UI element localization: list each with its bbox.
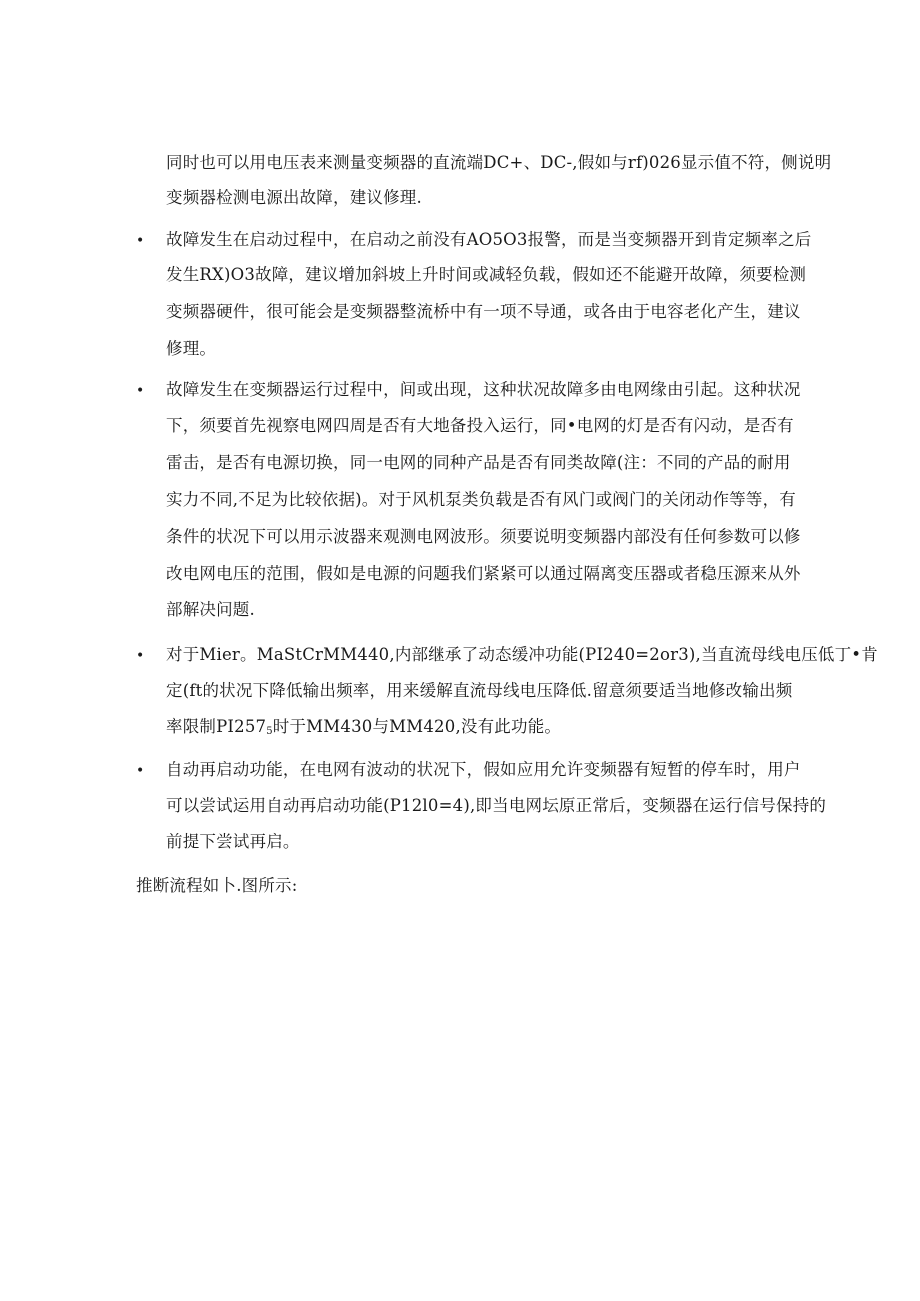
paragraph-3-line-1: 定(ft的状况下降低输出频率，用来缓解直流母线电压降低.留意须要适当地修改输出频 [166, 681, 793, 700]
paragraph-2-line-5: 改电网电压的范围，假如是电源的问题我们紧紧可以通过隔离变压器或者稳压源来从外 [166, 564, 801, 583]
paragraph-3-line-2: 率限制$PI257_5$时于MM430与MM420,没有此功能。 [166, 717, 562, 737]
paragraph-2-line-4: 条件的状况下可以用示波器来观测电网波形。须要说明变频器内部没有任何参数可以修 [166, 527, 801, 546]
paragraph-2-line-1: 下，须要首先视察电网四周是否有大地备投入运行，同•电网的灯是否有闪动，是否有 [166, 416, 794, 435]
paragraph-1-line-0: 故障发生在启动过程中，在启动之前没有AO5O3报警，而是当变频器开到肯定频率之后 [166, 230, 812, 249]
bullet-point-4: • [136, 763, 145, 779]
paragraph-4-line-1: 可以尝试运用自动再启动功能(P12l0=4),即当电网坛原正常后，变频器在运行信号保持的 [166, 796, 827, 815]
paragraph-2-line-3: 实力不同,不足为比较依据)。对于风机泵类负载是否有风门或阀门的关闭动作等等，有 [166, 490, 796, 509]
paragraph-0-line-1: 变频器检测电源出故障，建议修理. [166, 188, 422, 207]
bullet-point-2: • [136, 383, 145, 399]
bullet-point-3: • [136, 648, 145, 664]
paragraph-1-line-2: 变频器硬件，很可能会是变频器整流桥中有一项不导通，或各由于电容老化产生，建议 [166, 302, 801, 321]
paragraph-4-line-2: 前提下尝试再启。 [166, 832, 300, 851]
paragraph-0-line-0: 同时也可以用电压表来测量变频器的直流端DC+、DC-,假如与rf)026显示值不符，侧说明 [166, 153, 832, 172]
paragraph-5-line-0: 推断流程如卜.图所示: [136, 876, 298, 895]
paragraph-4-line-0: 自动再启动功能，在电网有波动的状况下，假如应用允许变频器有短暂的停车时，用户 [166, 760, 801, 779]
subscript-digit: 5 [266, 726, 273, 737]
bullet-point-1: • [136, 233, 145, 249]
paragraph-2-line-2: 雷击，是否有电源切换，同一电网的同种产品是否有同类故障(注：不同的产品的耐用 [166, 453, 791, 472]
paragraph-2-line-6: 部解决问题. [166, 600, 255, 619]
paragraph-2-line-0: 故障发生在变频器运行过程中，间或出现，这种状况故障多由电网缘由引起。这种状况 [166, 380, 801, 399]
paragraph-1-line-3: 修理。 [166, 339, 217, 358]
paragraph-3-line-2-wrapper [166, 719, 561, 737]
paragraph-1-line-1: 发生RX)O3故障，建议增加斜坡上升时间或减轻负载，假如还不能避开故障，须要检测 [166, 265, 807, 284]
paragraph-3-line-0: 对于Mier。MaStCrMM440,内部继承了动态缓冲功能(PI240=2or3),当直流母线电压低丁•肯 [166, 645, 878, 664]
